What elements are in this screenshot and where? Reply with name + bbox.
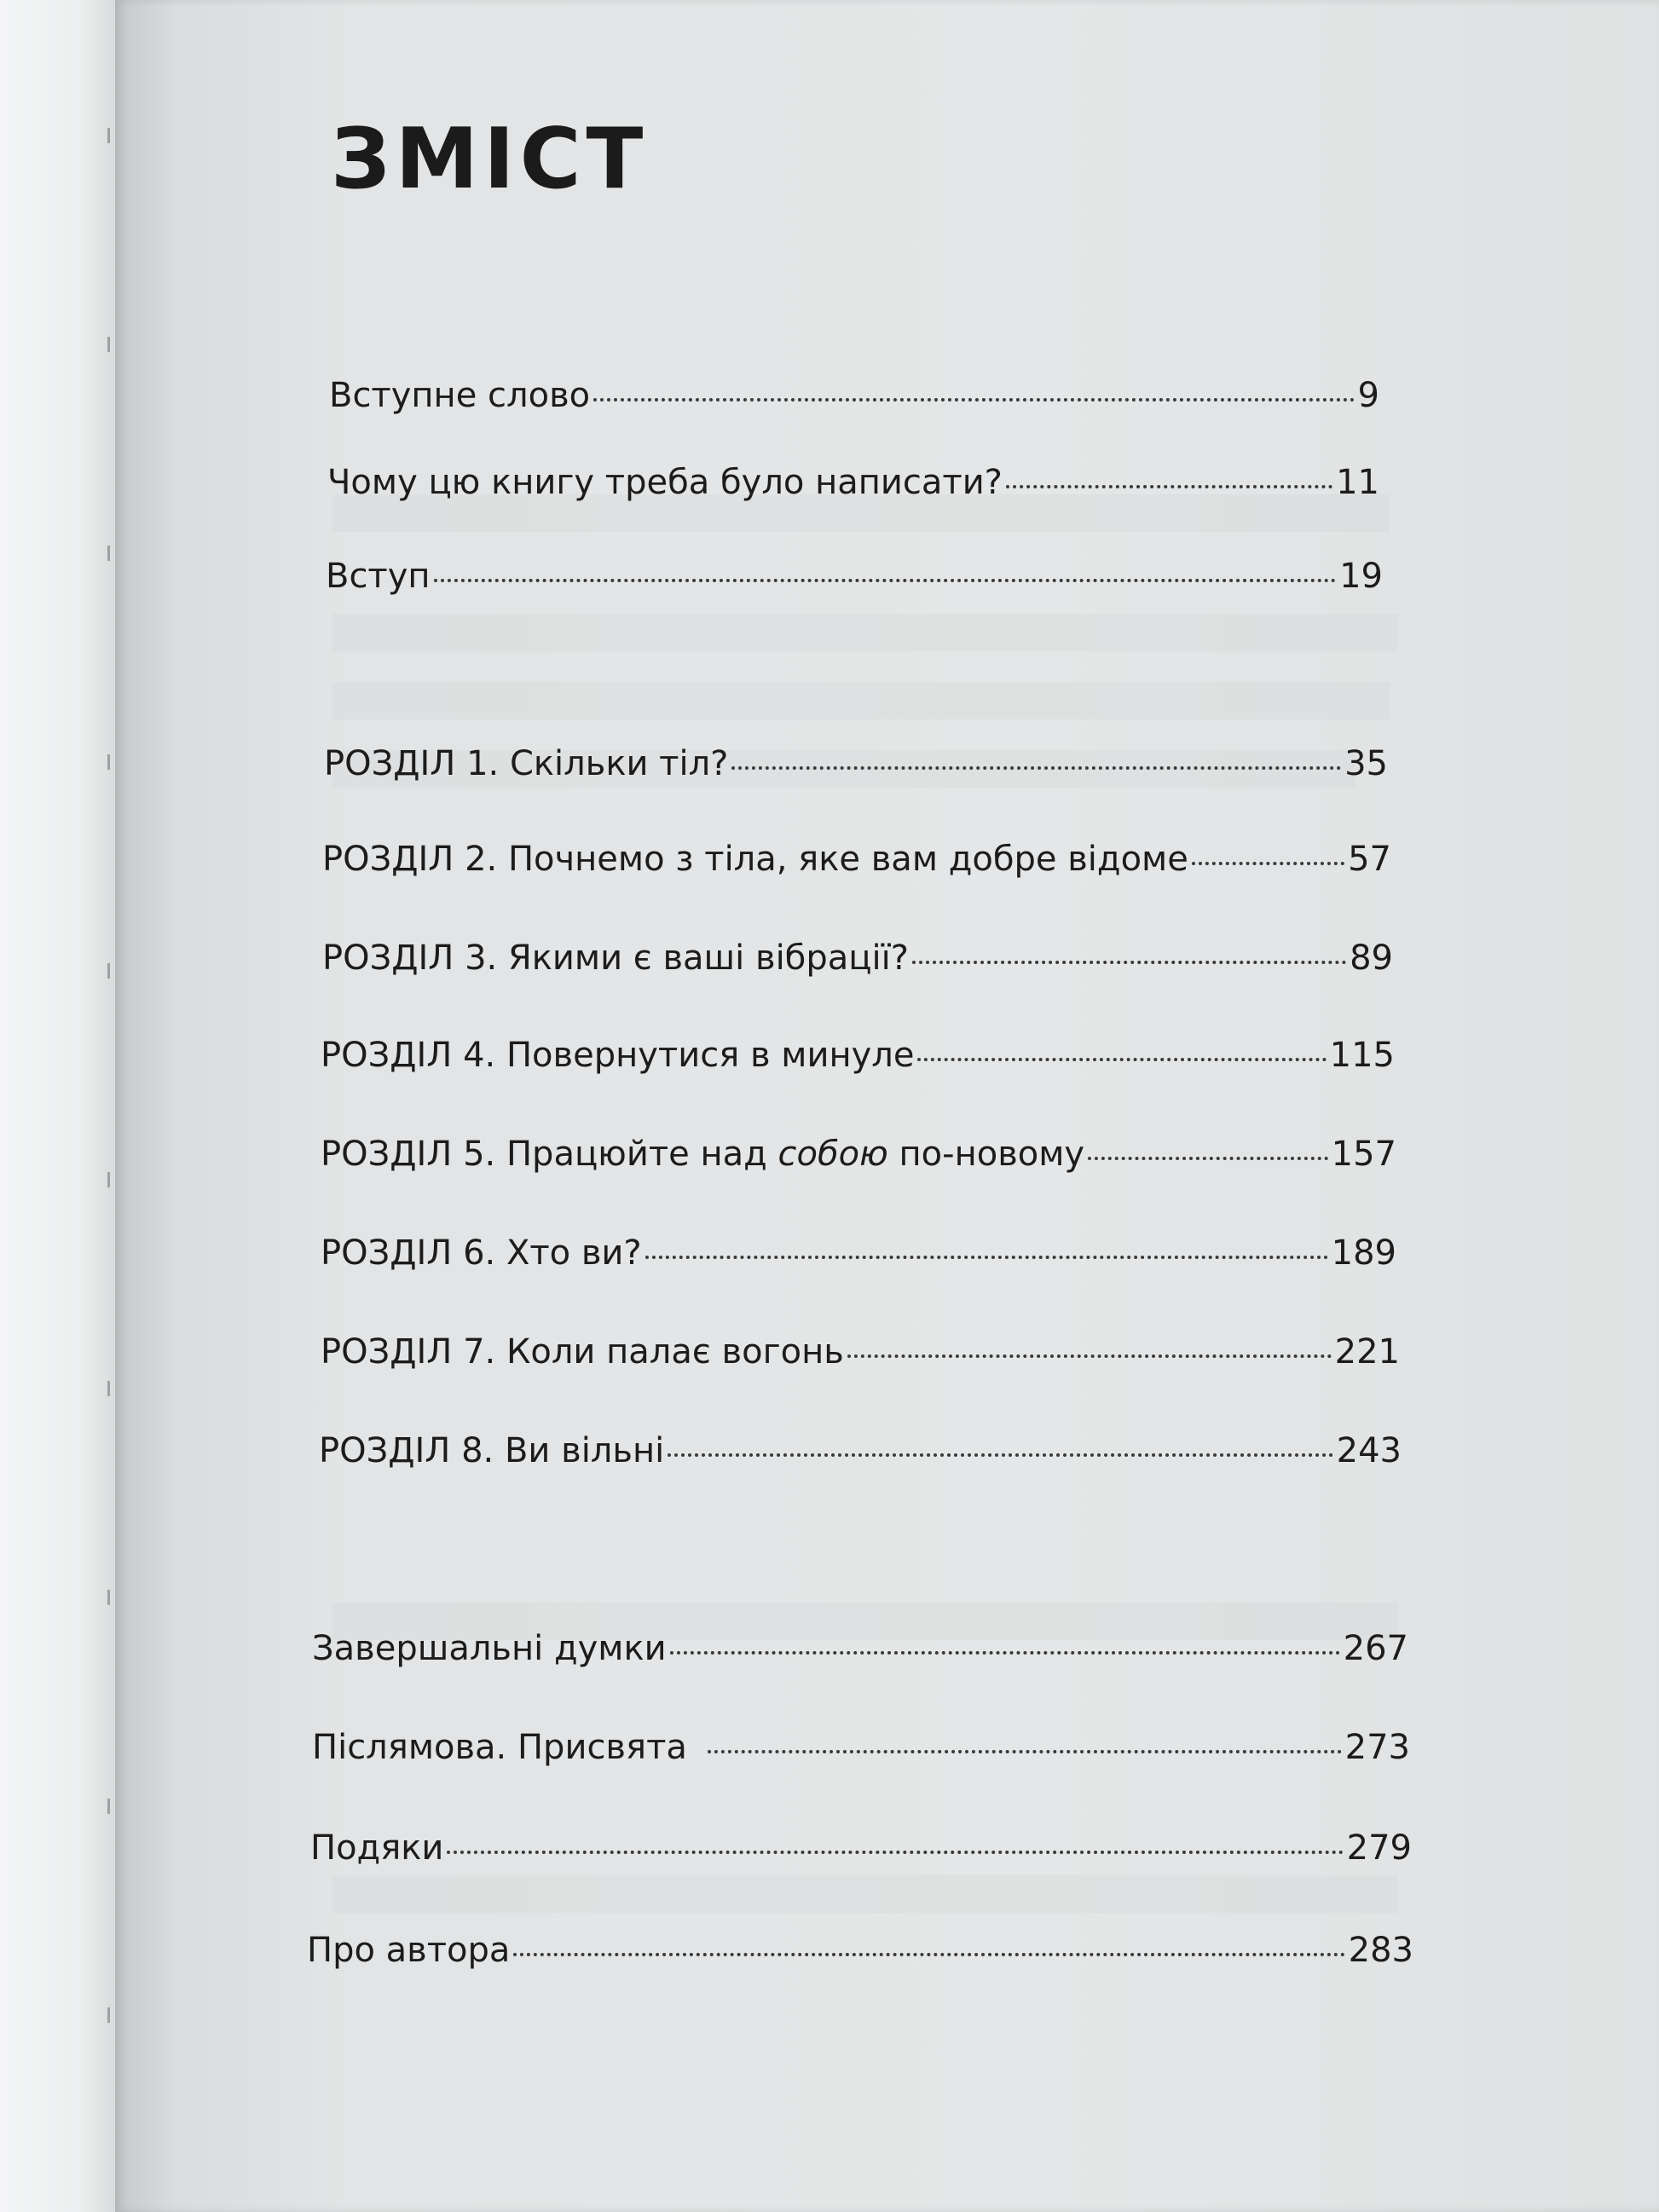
toc-entry-label: Завершальні думки xyxy=(312,1629,667,1668)
dot-leader xyxy=(668,1453,1332,1457)
toc-entry-page: 19 xyxy=(1339,557,1383,596)
toc-entry-page: 243 xyxy=(1336,1431,1402,1470)
toc-entry-label xyxy=(321,1134,1084,1175)
toc-entry-label: РОЗДІЛ 7. Коли палає вогонь xyxy=(321,1332,844,1372)
toc-entry-page: 157 xyxy=(1331,1135,1396,1174)
toc-entry-acknowledgements xyxy=(310,1828,1412,1868)
dot-leader xyxy=(1006,485,1332,488)
toc-entry-chapter-8 xyxy=(319,1430,1402,1471)
toc-entry-label: Про автора xyxy=(307,1931,511,1970)
dot-leader xyxy=(670,1651,1340,1655)
dot-leader xyxy=(1192,862,1344,865)
toc-entry-chapter-7 xyxy=(321,1331,1400,1372)
dot-leader xyxy=(447,1851,1343,1854)
toc-entry-chapter-1 xyxy=(324,743,1388,784)
toc-entry-about-author xyxy=(307,1930,1413,1971)
toc-entry-page: 9 xyxy=(1357,376,1379,415)
toc-entry-label: РОЗДІЛ 4. Повернутися в минуле xyxy=(321,1036,915,1075)
toc-entry-chapter-3 xyxy=(322,938,1393,979)
toc-entry-chapter-2 xyxy=(322,839,1391,880)
toc-entry-page: 35 xyxy=(1344,744,1388,783)
dot-leader xyxy=(847,1354,1332,1358)
toc-entry-page: 283 xyxy=(1348,1931,1413,1970)
toc-entry-label: РОЗДІЛ 1. Скільки тіл? xyxy=(324,744,729,783)
toc-entry-label-italic: собою xyxy=(777,1135,888,1174)
toc-entry-page: 267 xyxy=(1343,1629,1408,1668)
toc-entry-chapter-6 xyxy=(321,1233,1396,1273)
toc-entry-chapter-5 xyxy=(321,1134,1396,1175)
toc-entry-label-part: по-новому xyxy=(887,1135,1085,1174)
page-title: ЗМІСТ xyxy=(331,111,649,208)
toc-entry-page: 221 xyxy=(1334,1332,1400,1372)
dot-leader xyxy=(708,1750,1342,1753)
dot-leader xyxy=(1088,1157,1328,1160)
toc-entry-label: РОЗДІЛ 8. Ви вільні xyxy=(319,1431,665,1470)
toc-entry-why-book xyxy=(327,462,1379,503)
toc-entry-label: РОЗДІЛ 6. Хто ви? xyxy=(321,1233,642,1273)
toc-entry-chapter-4 xyxy=(321,1035,1395,1076)
toc-entry-label-part: РОЗДІЛ 5. Працюйте над xyxy=(321,1135,778,1174)
toc-entry-label: Вступ xyxy=(326,557,431,596)
toc-entry-page: 279 xyxy=(1346,1828,1412,1868)
toc-entry-label: Післямова. Присвята xyxy=(312,1728,687,1767)
toc-entry-page: 115 xyxy=(1329,1036,1395,1075)
dot-leader xyxy=(917,1058,1326,1061)
toc-entry-final-thoughts xyxy=(312,1628,1408,1669)
toc-entry-label: РОЗДІЛ 2. Почнемо з тіла, яке вам добре відоме xyxy=(322,840,1188,879)
toc-entry-page: 11 xyxy=(1336,463,1379,502)
dot-leader xyxy=(912,961,1346,964)
toc-entry-introduction xyxy=(326,556,1383,597)
toc-entry-afterword xyxy=(312,1727,1410,1768)
toc-entry-label: РОЗДІЛ 3. Якими є ваші вібрації? xyxy=(322,939,909,978)
dot-leader xyxy=(645,1256,1328,1259)
toc-entry-label: Чому цю книгу треба було написати? xyxy=(327,463,1003,502)
toc-entry-page: 189 xyxy=(1331,1233,1396,1273)
dot-leader xyxy=(731,766,1341,770)
toc-entry-page: 89 xyxy=(1350,939,1393,978)
toc-entry-intro-word xyxy=(329,375,1379,416)
toc-entry-label: Вступне слово xyxy=(329,376,591,415)
dot-leader xyxy=(434,579,1337,582)
dot-leader xyxy=(513,1953,1344,1956)
toc-entry-label: Подяки xyxy=(310,1828,444,1868)
toc-entry-page: 273 xyxy=(1344,1728,1410,1767)
dot-leader xyxy=(593,398,1354,401)
toc-entry-page: 57 xyxy=(1348,840,1391,879)
